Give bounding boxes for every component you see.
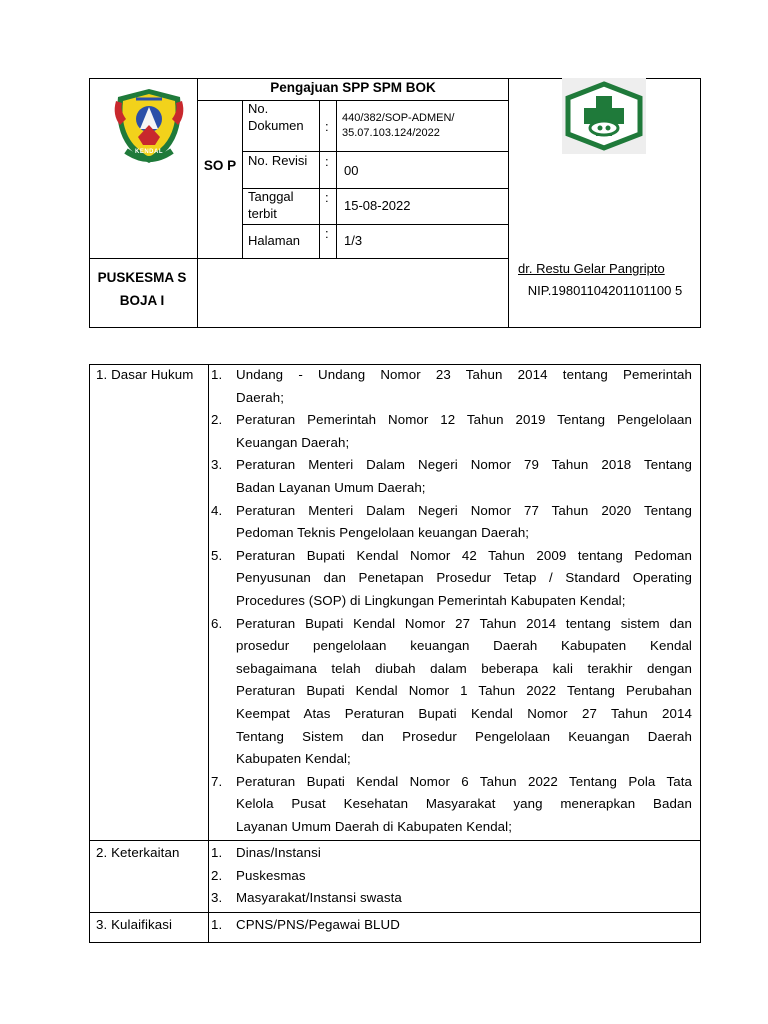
field-value-issue-date: 15-08-2022 bbox=[344, 198, 411, 213]
list-item: 6. Peraturan Bupati Kendal Nomor 27 Tahun 2014 tentang sistem dan prosedur pengelolaan keuangan Daerah Kabupaten Kendal sebagaimana telah diubah dalam beberapa kali terakhir dengan Peraturan Bupati Kendal Nomor 1 Tahun 2022 Tentang Perubahan Keempat Atas Peraturan Bupati Kendal Nomor 27 Tahun 2014 Tentang Sistem dan Prosedur Pengelolaan Keuangan Daerah Kabupaten Kendal; bbox=[211, 615, 692, 767]
sop-label: SO P bbox=[203, 158, 237, 173]
field-value-page: 1/3 bbox=[344, 233, 363, 248]
list-item: 7. Peraturan Bupati Kendal Nomor 6 Tahun 2022 Tentang Pola Tata Kelola Pusat Kesehatan Masyarakat yang menerapkan Badan Layanan Umum Daerah di Kabupaten Kendal; bbox=[211, 773, 692, 834]
section-label-legal-basis: 1. Dasar Hukum bbox=[96, 367, 194, 382]
field-label-page: Halaman bbox=[248, 233, 301, 248]
section-label-qualification: 3. Kulaifikasi bbox=[96, 917, 173, 932]
list-item: 1. Dinas/Instansi bbox=[211, 845, 321, 860]
list-item: 5. Peraturan Bupati Kendal Nomor 42 Tahun 2009 tentang Pedoman Penyusunan dan Penetapan Prosedur Tetap / Standard Operating Procedures (SOP) di Lingkungan Pemerintah Kabupaten Kendal; bbox=[211, 547, 692, 608]
logo-text: KENDAL bbox=[135, 149, 163, 155]
document-title: Pengajuan SPP SPM BOK bbox=[270, 80, 436, 95]
legal-basis-list bbox=[211, 364, 692, 838]
list-item: 3. Masyarakat/Instansi swasta bbox=[211, 890, 402, 906]
organization-name: PUSKESMA S BOJA I bbox=[97, 270, 187, 308]
field-colon: : bbox=[325, 154, 329, 169]
list-item: 1. CPNS/PNS/Pegawai BLUD bbox=[211, 917, 400, 932]
list-item: 3. Peraturan Menteri Dalam Negeri Nomor 79 Tahun 2018 Tentang Badan Layanan Umum Daerah; bbox=[211, 457, 692, 495]
section-label-relation: 2. Keterkaitan bbox=[96, 845, 180, 860]
field-label-revision: No. Revisi bbox=[248, 153, 308, 168]
list-item: 2. Peraturan Pemerintah Nomor 12 Tahun 2019 Tentang Pengelolaan Keuangan Daerah; bbox=[211, 412, 692, 450]
signer-name: dr. Restu Gelar Pangripto bbox=[518, 261, 665, 276]
list-item: 4. Peraturan Menteri Dalam Negeri Nomor 77 Tahun 2020 Tentang Pedoman Teknis Pengelolaan keuangan Daerah; bbox=[211, 502, 692, 541]
list-item: 2. Puskesmas bbox=[211, 867, 306, 883]
field-label-issue-date: Tanggal terbit bbox=[248, 189, 294, 221]
field-colon: : bbox=[325, 119, 329, 134]
field-value-revision: 00 bbox=[344, 163, 359, 178]
qualification-list bbox=[211, 914, 692, 937]
field-value-document-number: 440/382/SOP-ADMEN/ 35.07.103.124/2022 bbox=[342, 112, 455, 139]
field-colon: : bbox=[325, 190, 329, 205]
field-label-document-number: No. Dokumen bbox=[248, 101, 304, 133]
puskesmas-logo bbox=[562, 78, 646, 154]
kendal-regency-logo bbox=[110, 85, 188, 167]
relation-list bbox=[211, 842, 692, 910]
list-item: 1. Undang - Undang Nomor 23 Tahun 2014 tentang Pemerintah Daerah; bbox=[211, 367, 692, 405]
signer-nip: NIP.19801104201101100 5 bbox=[527, 283, 683, 298]
field-colon: : bbox=[325, 226, 329, 241]
